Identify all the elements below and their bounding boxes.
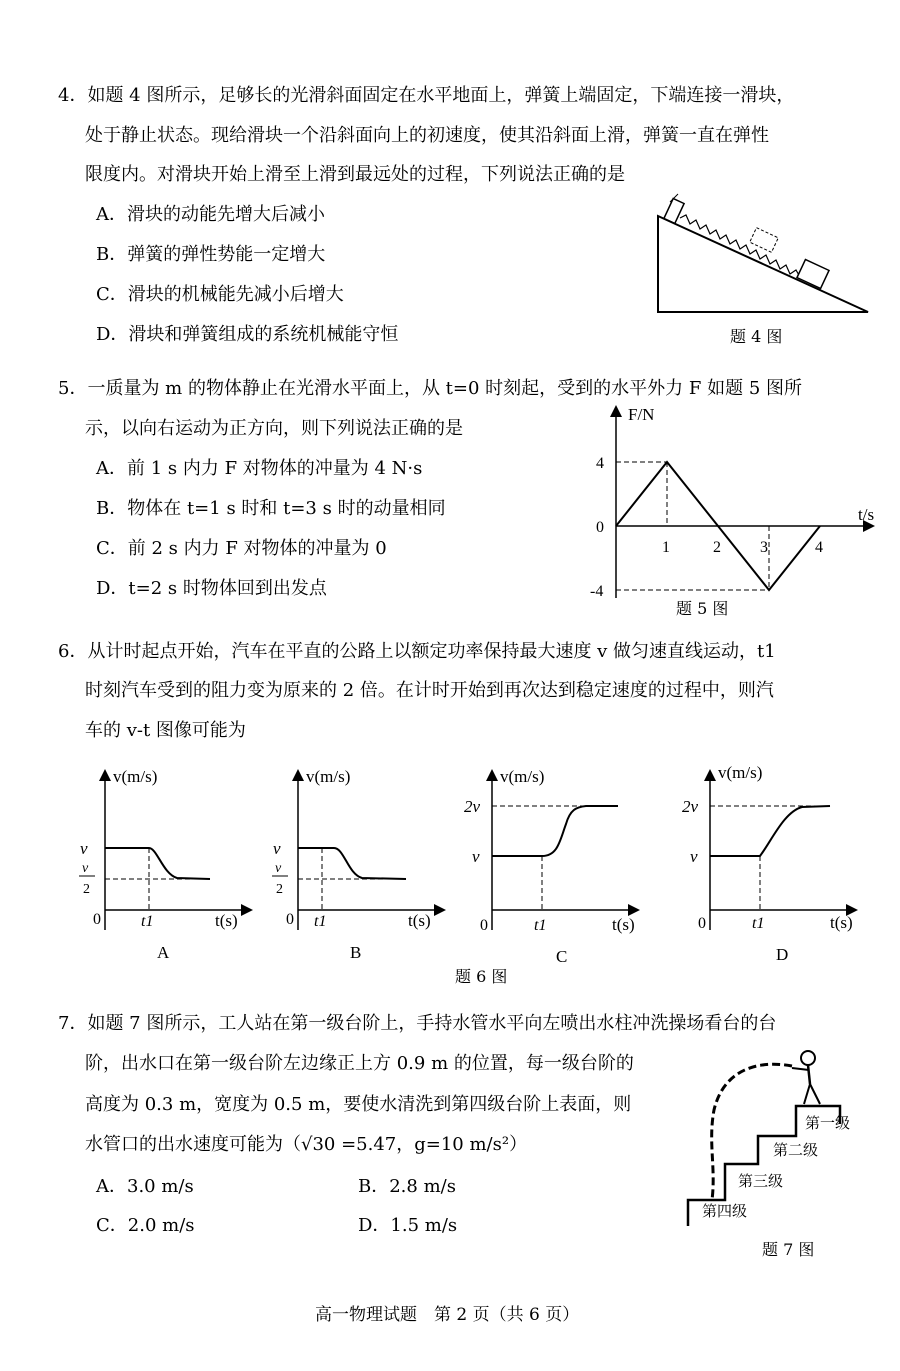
q6-graph-a [80, 762, 255, 962]
y-tick-v: v [80, 839, 88, 858]
q4-stem-line1: 4．如题 4 图所示，足够长的光滑斜面固定在水平地面上，弹簧上端固定，下端连接一滑块， [58, 85, 795, 106]
x-axis-label: t(s) [408, 911, 431, 930]
y-tick-half-num: v [275, 861, 282, 876]
q6-graph-c [464, 762, 642, 966]
x-tick-t1: t1 [141, 913, 154, 930]
x-tick-label: 2 [713, 539, 721, 556]
option-label: B [350, 943, 362, 962]
x-axis-label: t(s) [830, 913, 853, 932]
q7-stem-line4: 水管口的出水速度可能为（√30 =5.47，g=10 m/s²） [85, 1134, 528, 1155]
y-tick-v: v [273, 839, 281, 858]
x-tick-label: 4 [815, 539, 823, 556]
q7-caption: 题 7 图 [762, 1240, 815, 1259]
q4-incline-figure [650, 192, 875, 316]
page-footer: 高一物理试题 第 2 页（共 6 页） [315, 1305, 580, 1325]
option-label: D [776, 945, 789, 964]
x-tick-label: 1 [662, 539, 670, 556]
q7-stem-line3: 高度为 0.3 m，宽度为 0.5 m，要使水清洗到第四级台阶上表面，则 [85, 1094, 632, 1115]
y-tick-v: v [690, 847, 698, 866]
q7-option-c: C．2.0 m/s [96, 1215, 195, 1236]
x-axis-label: t(s) [215, 911, 238, 930]
q6-stem-line3: 车的 v-t 图像可能为 [85, 720, 246, 741]
y-tick-2v: 2v [464, 797, 481, 816]
x-tick-t1: t1 [314, 913, 327, 930]
y-tick-v: v [472, 847, 480, 866]
q5-caption: 题 5 图 [676, 599, 729, 618]
q7-stairs-figure [680, 1040, 880, 1228]
q5-stem-line1: 5．一质量为 m 的物体静止在光滑水平面上，从 t=0 时刻起，受到的水平外力 F 如题 5 图所 [58, 378, 802, 399]
q4-option-d: D．滑块和弹簧组成的系统机械能守恒 [96, 324, 399, 345]
q4-option-c: C．滑块的机械能先减小后增大 [96, 284, 344, 305]
y-axis-label: v(m/s) [500, 767, 545, 786]
q6-caption: 题 6 图 [455, 967, 508, 986]
q6-graph-b [273, 762, 448, 962]
q5-option-d: D．t=2 s 时物体回到出发点 [96, 578, 327, 599]
x-tick-t1: t1 [752, 915, 765, 932]
x-axis-label: t/s [858, 505, 875, 524]
y-tick-label: -4 [590, 583, 604, 600]
origin: 0 [93, 911, 101, 928]
y-axis-label: v(m/s) [306, 767, 351, 786]
q6-stem-line2: 时刻汽车受到的阻力变为原来的 2 倍。在计时开始到再次达到稳定速度的过程中，则汽 [85, 680, 774, 701]
q6-stem-line1: 6．从计时起点开始，汽车在平直的公路上以额定功率保持最大速度 v 做匀速直线运动，t1 [58, 641, 776, 662]
q7-option-b: B．2.8 m/s [358, 1176, 456, 1197]
y-axis-label: v(m/s) [718, 763, 763, 782]
q6-graph-d [682, 762, 860, 964]
q7-stem-line2: 阶，出水口在第一级台阶左边缘正上方 0.9 m 的位置，每一级台阶的 [85, 1053, 634, 1074]
y-tick-half-den: 2 [276, 882, 283, 897]
q4-stem-line2: 处于静止状态。现给滑块一个沿斜面向上的初速度，使其沿斜面上滑，弹簧一直在弹性 [85, 125, 769, 146]
x-tick-t1: t1 [534, 917, 547, 934]
q7-option-a: A．3.0 m/s [96, 1176, 194, 1197]
y-tick-half-den: 2 [83, 882, 90, 897]
y-axis-label: F/N [628, 405, 655, 424]
origin: 0 [286, 911, 294, 928]
step-label-1: 第一级 [805, 1116, 851, 1132]
y-tick-label: 0 [596, 519, 604, 536]
option-label: C [556, 947, 568, 966]
q4-option-b: B．弹簧的弹性势能一定增大 [96, 244, 326, 265]
q7-option-d: D．1.5 m/s [358, 1215, 458, 1236]
q4-option-a: A．滑块的动能先增大后减小 [96, 204, 325, 225]
y-tick-label: 4 [596, 455, 604, 472]
q5-force-time-chart [580, 400, 880, 600]
q5-stem-line2: 示，以向右运动为正方向，则下列说法正确的是 [85, 418, 463, 439]
q4-stem-line3: 限度内。对滑块开始上滑至上滑到最远处的过程，下列说法正确的是 [85, 164, 625, 185]
q5-option-c: C．前 2 s 内力 F 对物体的冲量为 0 [96, 538, 387, 559]
y-tick-2v: 2v [682, 797, 699, 816]
x-tick-label: 3 [760, 539, 768, 556]
q5-option-b: B．物体在 t=1 s 时和 t=3 s 时的动量相同 [96, 498, 446, 519]
q5-option-a: A．前 1 s 内力 F 对物体的冲量为 4 N·s [96, 458, 423, 479]
step-label-2: 第二级 [773, 1143, 819, 1159]
q4-caption: 题 4 图 [730, 327, 783, 346]
q7-stem-line1: 7．如题 7 图所示，工人站在第一级台阶上，手持水管水平向左喷出水柱冲洗操场看台的台 [58, 1013, 777, 1034]
y-tick-half-num: v [82, 861, 89, 876]
origin: 0 [480, 917, 488, 934]
step-label-3: 第三级 [738, 1174, 784, 1190]
option-label: A [157, 943, 170, 962]
step-label-4: 第四级 [702, 1204, 748, 1220]
x-axis-label: t(s) [612, 915, 635, 934]
origin: 0 [698, 915, 706, 932]
y-axis-label: v(m/s) [113, 767, 158, 786]
